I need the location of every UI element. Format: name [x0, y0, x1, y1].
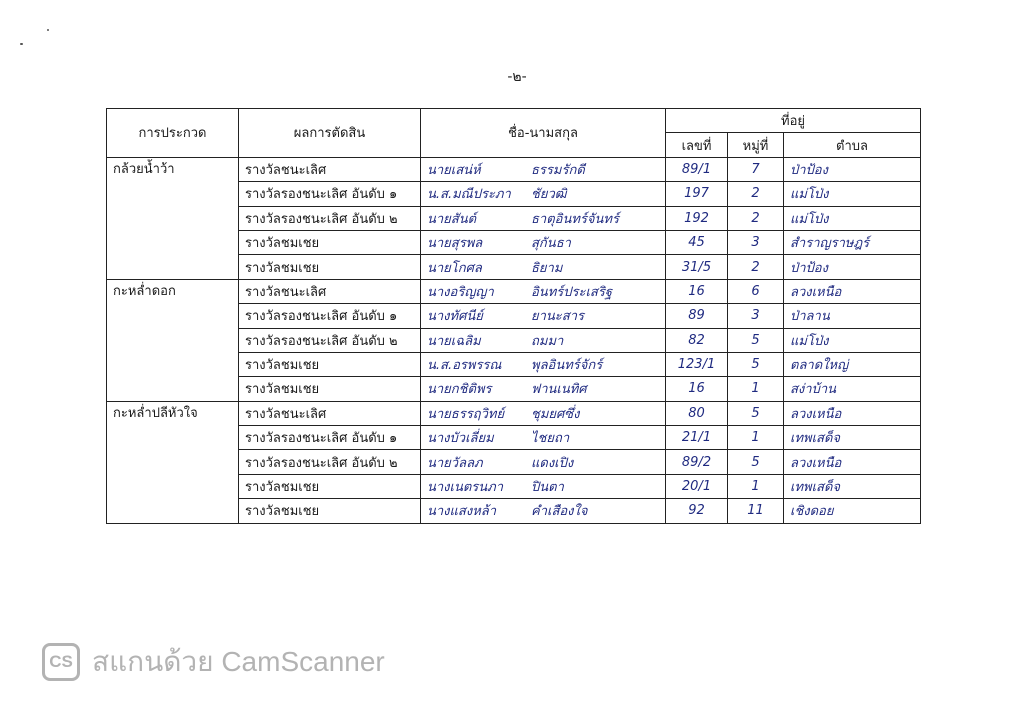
subdistrict-cell: สง่าบ้าน: [784, 377, 921, 401]
result-cell: รางวัลชมเชย: [239, 230, 421, 254]
first-name: น.ส.อรพรรณ: [427, 358, 502, 374]
table-row: [107, 401, 921, 425]
last-name: ชัยวฒิ: [531, 187, 567, 203]
village-cell: 5: [728, 328, 784, 352]
table-row: [107, 377, 921, 401]
contest-cell: กล้วยน้ำว้า: [107, 157, 239, 181]
result-cell: รางวัลชนะเลิศ: [239, 157, 421, 181]
table-row: [107, 206, 921, 230]
house-no-cell: 21/1: [666, 426, 728, 450]
last-name: ถมมา: [531, 333, 564, 349]
subdistrict-cell: แม่โป่ง: [784, 206, 921, 230]
first-name: นายวัลลภ: [427, 455, 483, 471]
contest-cell: [107, 206, 239, 230]
last-name: คำเสืองใจ: [531, 504, 588, 520]
subdistrict-cell: สำราญราษฎร์: [784, 230, 921, 254]
camscanner-watermark: [42, 642, 385, 682]
village-cell: 1: [728, 426, 784, 450]
name-cell: [421, 401, 666, 425]
house-no-cell: 197: [666, 182, 728, 206]
subdistrict-cell: เทพเสด็จ: [784, 474, 921, 498]
watermark-text: สแกนด้วย CamScanner: [92, 646, 385, 677]
first-name: นายเฉลิม: [427, 333, 481, 349]
page-number: -๒-: [507, 69, 527, 85]
subdistrict-cell: แม่โป่ง: [784, 328, 921, 352]
name-cell: [421, 182, 666, 206]
house-no-cell: 123/1: [666, 352, 728, 376]
table-row: [107, 352, 921, 376]
table-row: [107, 450, 921, 474]
result-cell: รางวัลชมเชย: [239, 499, 421, 523]
subdistrict-cell: ลวงเหนือ: [784, 279, 921, 303]
last-name: ไชยถา: [531, 431, 570, 447]
name-cell: [421, 230, 666, 254]
contest-cell: [107, 474, 239, 498]
result-cell: รางวัลชนะเลิศ: [239, 401, 421, 425]
contest-cell: [107, 304, 239, 328]
contest-cell: [107, 230, 239, 254]
house-no-cell: 82: [666, 328, 728, 352]
last-name: พุลอินทร์จักร์: [531, 358, 603, 374]
first-name: นางบัวเลี่ยม: [427, 431, 494, 447]
village-cell: 7: [728, 157, 784, 181]
name-cell: [421, 450, 666, 474]
result-cell: รางวัลรองชนะเลิศ อันดับ ๑: [239, 182, 421, 206]
name-cell: [421, 499, 666, 523]
village-cell: 3: [728, 230, 784, 254]
house-no-cell: 45: [666, 230, 728, 254]
subdistrict-cell: แม่โป่ง: [784, 182, 921, 206]
contest-cell: [107, 255, 239, 279]
village-cell: 11: [728, 499, 784, 523]
contest-cell: [107, 182, 239, 206]
name-cell: [421, 377, 666, 401]
house-no-cell: 192: [666, 206, 728, 230]
subdistrict-cell: ตลาดใหญ่: [784, 352, 921, 376]
village-cell: 3: [728, 304, 784, 328]
house-no-cell: 20/1: [666, 474, 728, 498]
result-cell: รางวัลชมเชย: [239, 474, 421, 498]
subdistrict-cell: ป่าป้อง: [784, 255, 921, 279]
last-name: ฟานเนทิศ: [531, 382, 587, 398]
header-result: ผลการตัดสิน: [239, 109, 421, 158]
first-name: นายสุรพล: [427, 236, 483, 252]
village-cell: 2: [728, 255, 784, 279]
first-name: นายโกศล: [427, 260, 482, 276]
table-row: [107, 328, 921, 352]
first-name: นายกชิติพร: [427, 382, 492, 398]
award-results-table: [106, 108, 921, 524]
header-name: ชื่อ-นามสกุล: [421, 109, 666, 158]
village-cell: 6: [728, 279, 784, 303]
village-cell: 5: [728, 401, 784, 425]
village-cell: 2: [728, 182, 784, 206]
result-cell: รางวัลรองชนะเลิศ อันดับ ๒: [239, 328, 421, 352]
table-body: [107, 157, 921, 523]
table-row: [107, 182, 921, 206]
header-subdistrict: ตำบล: [784, 133, 921, 157]
name-cell: [421, 474, 666, 498]
last-name: สุกันธา: [531, 236, 571, 252]
table-row: [107, 157, 921, 181]
contest-cell: กะหล่ำดอก: [107, 279, 239, 303]
contest-cell: [107, 352, 239, 376]
first-name: นายเสน่ห์: [427, 162, 481, 178]
result-cell: รางวัลรองชนะเลิศ อันดับ ๑: [239, 426, 421, 450]
village-cell: 1: [728, 377, 784, 401]
name-cell: [421, 157, 666, 181]
header-contest: การประกวด: [107, 109, 239, 158]
subdistrict-cell: ลวงเหนือ: [784, 450, 921, 474]
table-row: [107, 499, 921, 523]
table-header-row: [107, 109, 921, 133]
village-cell: 5: [728, 352, 784, 376]
result-cell: รางวัลรองชนะเลิศ อันดับ ๒: [239, 206, 421, 230]
table-row: [107, 230, 921, 254]
result-cell: รางวัลชมเชย: [239, 255, 421, 279]
house-no-cell: 89: [666, 304, 728, 328]
first-name: นางแสงหล้า: [427, 504, 497, 520]
name-cell: [421, 426, 666, 450]
contest-cell: [107, 377, 239, 401]
header-house-no: เลขที่: [666, 133, 728, 157]
subdistrict-cell: เทพเสด็จ: [784, 426, 921, 450]
first-name: น.ส.มณีประภา: [427, 187, 511, 203]
result-cell: รางวัลรองชนะเลิศ อันดับ ๑: [239, 304, 421, 328]
name-cell: [421, 352, 666, 376]
first-name: นายธรรฤวิทย์: [427, 406, 505, 422]
house-no-cell: 16: [666, 377, 728, 401]
house-no-cell: 92: [666, 499, 728, 523]
name-cell: [421, 206, 666, 230]
subdistrict-cell: ลวงเหนือ: [784, 401, 921, 425]
camscanner-logo-icon: CS: [42, 643, 80, 681]
house-no-cell: 89/2: [666, 450, 728, 474]
first-name: นางทัศนีย์: [427, 309, 483, 325]
last-name: ปินตา: [531, 480, 564, 496]
table-row: [107, 279, 921, 303]
house-no-cell: 16: [666, 279, 728, 303]
contest-cell: [107, 426, 239, 450]
last-name: แดงเปิง: [531, 455, 574, 471]
village-cell: 5: [728, 450, 784, 474]
last-name: ธรรมรักดี: [531, 162, 585, 178]
subdistrict-cell: ป่าป้อง: [784, 157, 921, 181]
result-cell: รางวัลชนะเลิศ: [239, 279, 421, 303]
name-cell: [421, 279, 666, 303]
header-village: หมู่ที่: [728, 133, 784, 157]
contest-cell: [107, 450, 239, 474]
scan-speck: [20, 43, 23, 45]
name-cell: [421, 328, 666, 352]
result-cell: รางวัลชมเชย: [239, 352, 421, 376]
last-name: ธิยาม: [531, 260, 563, 276]
table-row: [107, 255, 921, 279]
contest-cell: กะหล่ำปลีหัวใจ: [107, 401, 239, 425]
name-cell: [421, 304, 666, 328]
last-name: ยานะสาร: [531, 309, 585, 325]
name-cell: [421, 255, 666, 279]
subdistrict-cell: เชิงดอย: [784, 499, 921, 523]
result-cell: รางวัลรองชนะเลิศ อันดับ ๒: [239, 450, 421, 474]
contest-cell: [107, 328, 239, 352]
house-no-cell: 80: [666, 401, 728, 425]
last-name: ชุมยศซึ่ง: [531, 406, 580, 422]
first-name: นายสันต์: [427, 211, 477, 227]
header-address: ที่อยู่: [666, 109, 921, 133]
village-cell: 2: [728, 206, 784, 230]
scan-speck: [47, 29, 49, 31]
last-name: อินทร์ประเสริฐ: [531, 284, 612, 300]
table-row: [107, 426, 921, 450]
contest-cell: [107, 499, 239, 523]
last-name: ธาตุอินทร์จันทร์: [531, 211, 619, 227]
house-no-cell: 89/1: [666, 157, 728, 181]
subdistrict-cell: ป่าลาน: [784, 304, 921, 328]
village-cell: 1: [728, 474, 784, 498]
table-row: [107, 304, 921, 328]
first-name: นางอริญญา: [427, 284, 494, 300]
first-name: นางเนตรนภา: [427, 480, 504, 496]
house-no-cell: 31/5: [666, 255, 728, 279]
table-row: [107, 474, 921, 498]
result-cell: รางวัลชมเชย: [239, 377, 421, 401]
